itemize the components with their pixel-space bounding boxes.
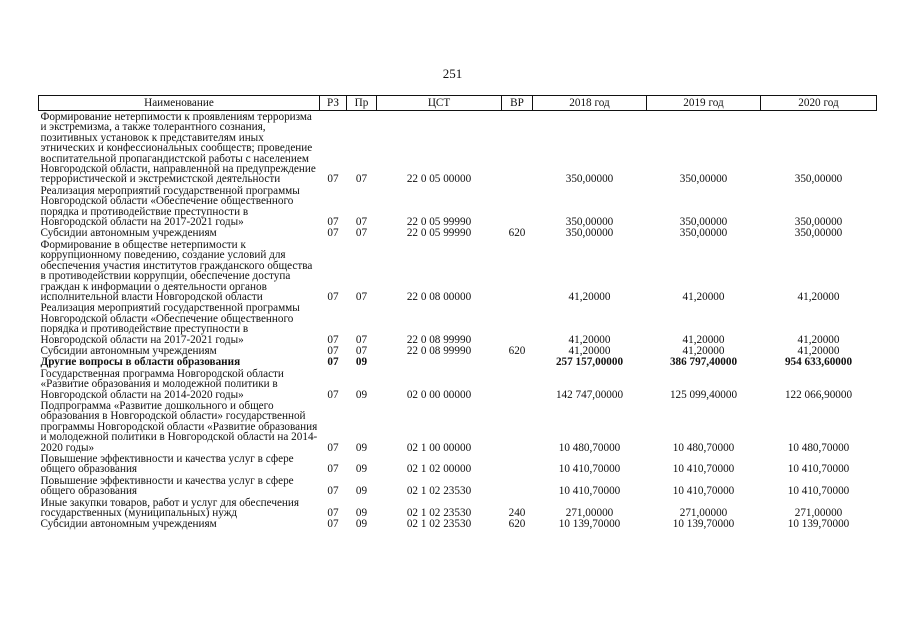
cell-pr: 09 <box>355 518 368 531</box>
cell-pr: 07 <box>355 344 368 357</box>
cell-2018: 10 410,70000 <box>558 485 621 498</box>
cell-rz: 07 <box>327 485 339 498</box>
cell-name: Формирование нетерпимости к проявлениям терроризма и экстремизма, а также толерантного сознания, позитивных установок к представителям иных этнических и конфессиональных сообществ; проведение воспитательной пропагандистской работы с населением Новгородской области, направленной на предупреждение террористической и экстремистской деятельности <box>40 111 316 186</box>
cell-2019: 10 480,70000 <box>672 441 735 454</box>
table-row <box>39 227 877 238</box>
cell-name: Подпрограмма «Развитие дошкольного и общего образования в Новгородской области» государственной программы Новгородской области «Развитие образования и молодежной политики в Новгородской области на 2014-2020 годы» <box>40 399 318 454</box>
cell-pr: 07 <box>355 173 368 186</box>
cell-2019: 10 410,70000 <box>672 463 735 476</box>
cell-name: Повышение эффективности и качества услуг в сфере общего образования <box>40 474 294 498</box>
header-2019: 2019 год <box>647 96 761 111</box>
cell-2018: 350,00000 <box>565 216 614 229</box>
cell-2019: 350,00000 <box>679 216 728 229</box>
table-row <box>39 518 877 529</box>
cell-rz: 07 <box>327 441 339 454</box>
cell-2020: 122 066,90000 <box>784 388 853 401</box>
cell-name: Повышение эффективности и качества услуг в сфере общего образования <box>40 453 294 476</box>
cell-cst: 22 0 05 00000 <box>406 173 472 186</box>
cell-cst: 22 0 08 99990 <box>406 333 472 346</box>
cell-pr: 09 <box>355 441 368 454</box>
cell-vr: 240 <box>508 507 526 520</box>
table-header-row <box>39 96 877 111</box>
cell-2020: 954 633,60000 <box>784 356 853 369</box>
cell-pr: 09 <box>355 463 368 476</box>
cell-pr: 09 <box>355 356 368 369</box>
cell-2019: 41,20000 <box>682 344 725 357</box>
cell-pr: 09 <box>355 507 368 520</box>
cell-2019: 10 139,70000 <box>672 518 735 531</box>
cell-2019: 350,00000 <box>679 227 728 240</box>
table-row <box>39 400 877 453</box>
cell-cst: 02 1 02 00000 <box>406 463 472 476</box>
cell-pr: 07 <box>355 216 368 229</box>
table-row <box>39 345 877 356</box>
cell-cst: 22 0 08 00000 <box>406 290 472 303</box>
header-cst: ЦСТ <box>377 96 502 111</box>
cell-2020: 350,00000 <box>794 227 843 240</box>
cell-pr: 09 <box>355 388 368 401</box>
table-row <box>39 475 877 497</box>
cell-cst: 22 0 05 99990 <box>406 227 472 240</box>
table-row <box>39 497 877 519</box>
cell-2018: 41,20000 <box>568 344 611 357</box>
cell-2019: 386 797,40000 <box>669 356 738 369</box>
table-row <box>39 356 877 367</box>
cell-pr: 07 <box>355 227 368 240</box>
table-body <box>39 111 877 530</box>
cell-2019: 10 410,70000 <box>672 485 735 498</box>
cell-rz: 07 <box>327 388 339 401</box>
cell-2018: 10 410,70000 <box>558 463 621 476</box>
cell-cst <box>377 356 502 367</box>
cell-cst: 22 0 08 99990 <box>406 344 472 357</box>
cell-rz: 07 <box>327 290 339 303</box>
cell-2019: 41,20000 <box>682 290 725 303</box>
cell-rz: 07 <box>327 173 339 186</box>
cell-vr <box>502 239 533 302</box>
cell-cst: 02 1 02 23530 <box>406 507 472 520</box>
table-row <box>39 111 877 185</box>
cell-pr: 07 <box>355 333 368 346</box>
cell-2019: 41,20000 <box>682 333 725 346</box>
page-number: 251 <box>442 66 463 81</box>
header-2018: 2018 год <box>533 96 647 111</box>
cell-2019: 125 099,40000 <box>669 388 738 401</box>
cell-2020: 41,20000 <box>797 344 840 357</box>
cell-name: Субсидии автономным учреждениям <box>40 518 217 531</box>
cell-pr: 07 <box>355 290 368 303</box>
cell-cst: 22 0 05 99990 <box>406 216 472 229</box>
cell-vr: 620 <box>508 518 526 531</box>
cell-pr: 09 <box>355 485 368 498</box>
cell-2018: 350,00000 <box>565 227 614 240</box>
cell-2020: 10 139,70000 <box>787 518 850 531</box>
cell-rz: 07 <box>327 344 339 357</box>
cell-vr <box>502 475 533 497</box>
cell-2019: 271,00000 <box>679 507 728 520</box>
cell-cst: 02 1 02 23530 <box>406 485 472 498</box>
header-2020: 2020 год <box>761 96 877 111</box>
cell-name: Другие вопросы в области образования <box>40 356 241 369</box>
table-row <box>39 185 877 228</box>
header-vr: ВР <box>502 96 533 111</box>
cell-rz: 07 <box>327 333 339 346</box>
cell-name: Иные закупки товаров, работ и услуг для обеспечения государственных (муниципальных) нужд <box>40 496 300 520</box>
cell-name: Реализация мероприятий государственной программы Новгородской области «Обеспечение общественного порядка и противодействие преступности в Новгородской области на 2017-2021 годы» <box>40 302 300 346</box>
cell-2020: 41,20000 <box>797 290 840 303</box>
cell-2018: 41,20000 <box>568 290 611 303</box>
cell-cst: 02 1 00 00000 <box>406 441 472 454</box>
table-row <box>39 239 877 302</box>
cell-2018: 271,00000 <box>565 507 614 520</box>
header-pr: Пр <box>347 96 377 111</box>
header-rz: РЗ <box>320 96 347 111</box>
cell-vr <box>502 400 533 453</box>
cell-2018: 10 139,70000 <box>558 518 621 531</box>
cell-cst: 02 1 02 23530 <box>406 518 472 531</box>
table-row <box>39 302 877 345</box>
table-row <box>39 453 877 475</box>
cell-2020: 271,00000 <box>794 507 843 520</box>
cell-rz: 07 <box>327 518 339 531</box>
cell-vr <box>502 185 533 228</box>
cell-2020: 350,00000 <box>794 173 843 186</box>
cell-name: Формирование в обществе нетерпимости к коррупционному поведению, создание условий для обеспечения участия институтов гражданского общества в противодействии коррупции, обеспечение доступа граждан к информации о деятельности органов исполнительной власти Новгородской области <box>40 238 313 303</box>
cell-vr <box>502 356 533 367</box>
header-name: Наименование <box>39 96 320 111</box>
cell-2020: 10 480,70000 <box>787 441 850 454</box>
cell-vr <box>502 453 533 475</box>
cell-rz: 07 <box>327 216 339 229</box>
cell-2020: 41,20000 <box>797 333 840 346</box>
cell-2018: 257 157,00000 <box>555 356 624 369</box>
budget-table <box>38 95 877 530</box>
cell-2018: 10 480,70000 <box>558 441 621 454</box>
cell-2020: 10 410,70000 <box>787 463 850 476</box>
cell-2019: 350,00000 <box>679 173 728 186</box>
cell-rz: 07 <box>327 227 339 240</box>
cell-2020: 350,00000 <box>794 216 843 229</box>
cell-vr <box>502 111 533 185</box>
cell-rz: 07 <box>327 356 339 369</box>
cell-2018: 142 747,00000 <box>555 388 624 401</box>
cell-rz: 07 <box>327 463 339 476</box>
cell-vr: 620 <box>508 227 526 240</box>
cell-vr <box>502 368 533 400</box>
cell-name: Реализация мероприятий государственной программы Новгородской области «Обеспечение общественного порядка и противодействие преступности в Новгородской области на 2017-2021 годы» <box>40 184 300 229</box>
cell-name: Субсидии автономным учреждениям <box>40 344 217 357</box>
cell-2018: 350,00000 <box>565 173 614 186</box>
table-row <box>39 368 877 400</box>
cell-vr <box>502 302 533 345</box>
cell-name: Государственная программа Новгородской области «Развитие образования и молодежной политики в Новгородской области на 2014-2020 годы» <box>40 367 284 401</box>
cell-2018: 41,20000 <box>568 333 611 346</box>
cell-name: Субсидии автономным учреждениям <box>40 227 217 240</box>
cell-cst: 02 0 00 00000 <box>406 388 472 401</box>
cell-vr: 620 <box>508 344 526 357</box>
cell-rz: 07 <box>327 507 339 520</box>
cell-2020: 10 410,70000 <box>787 485 850 498</box>
